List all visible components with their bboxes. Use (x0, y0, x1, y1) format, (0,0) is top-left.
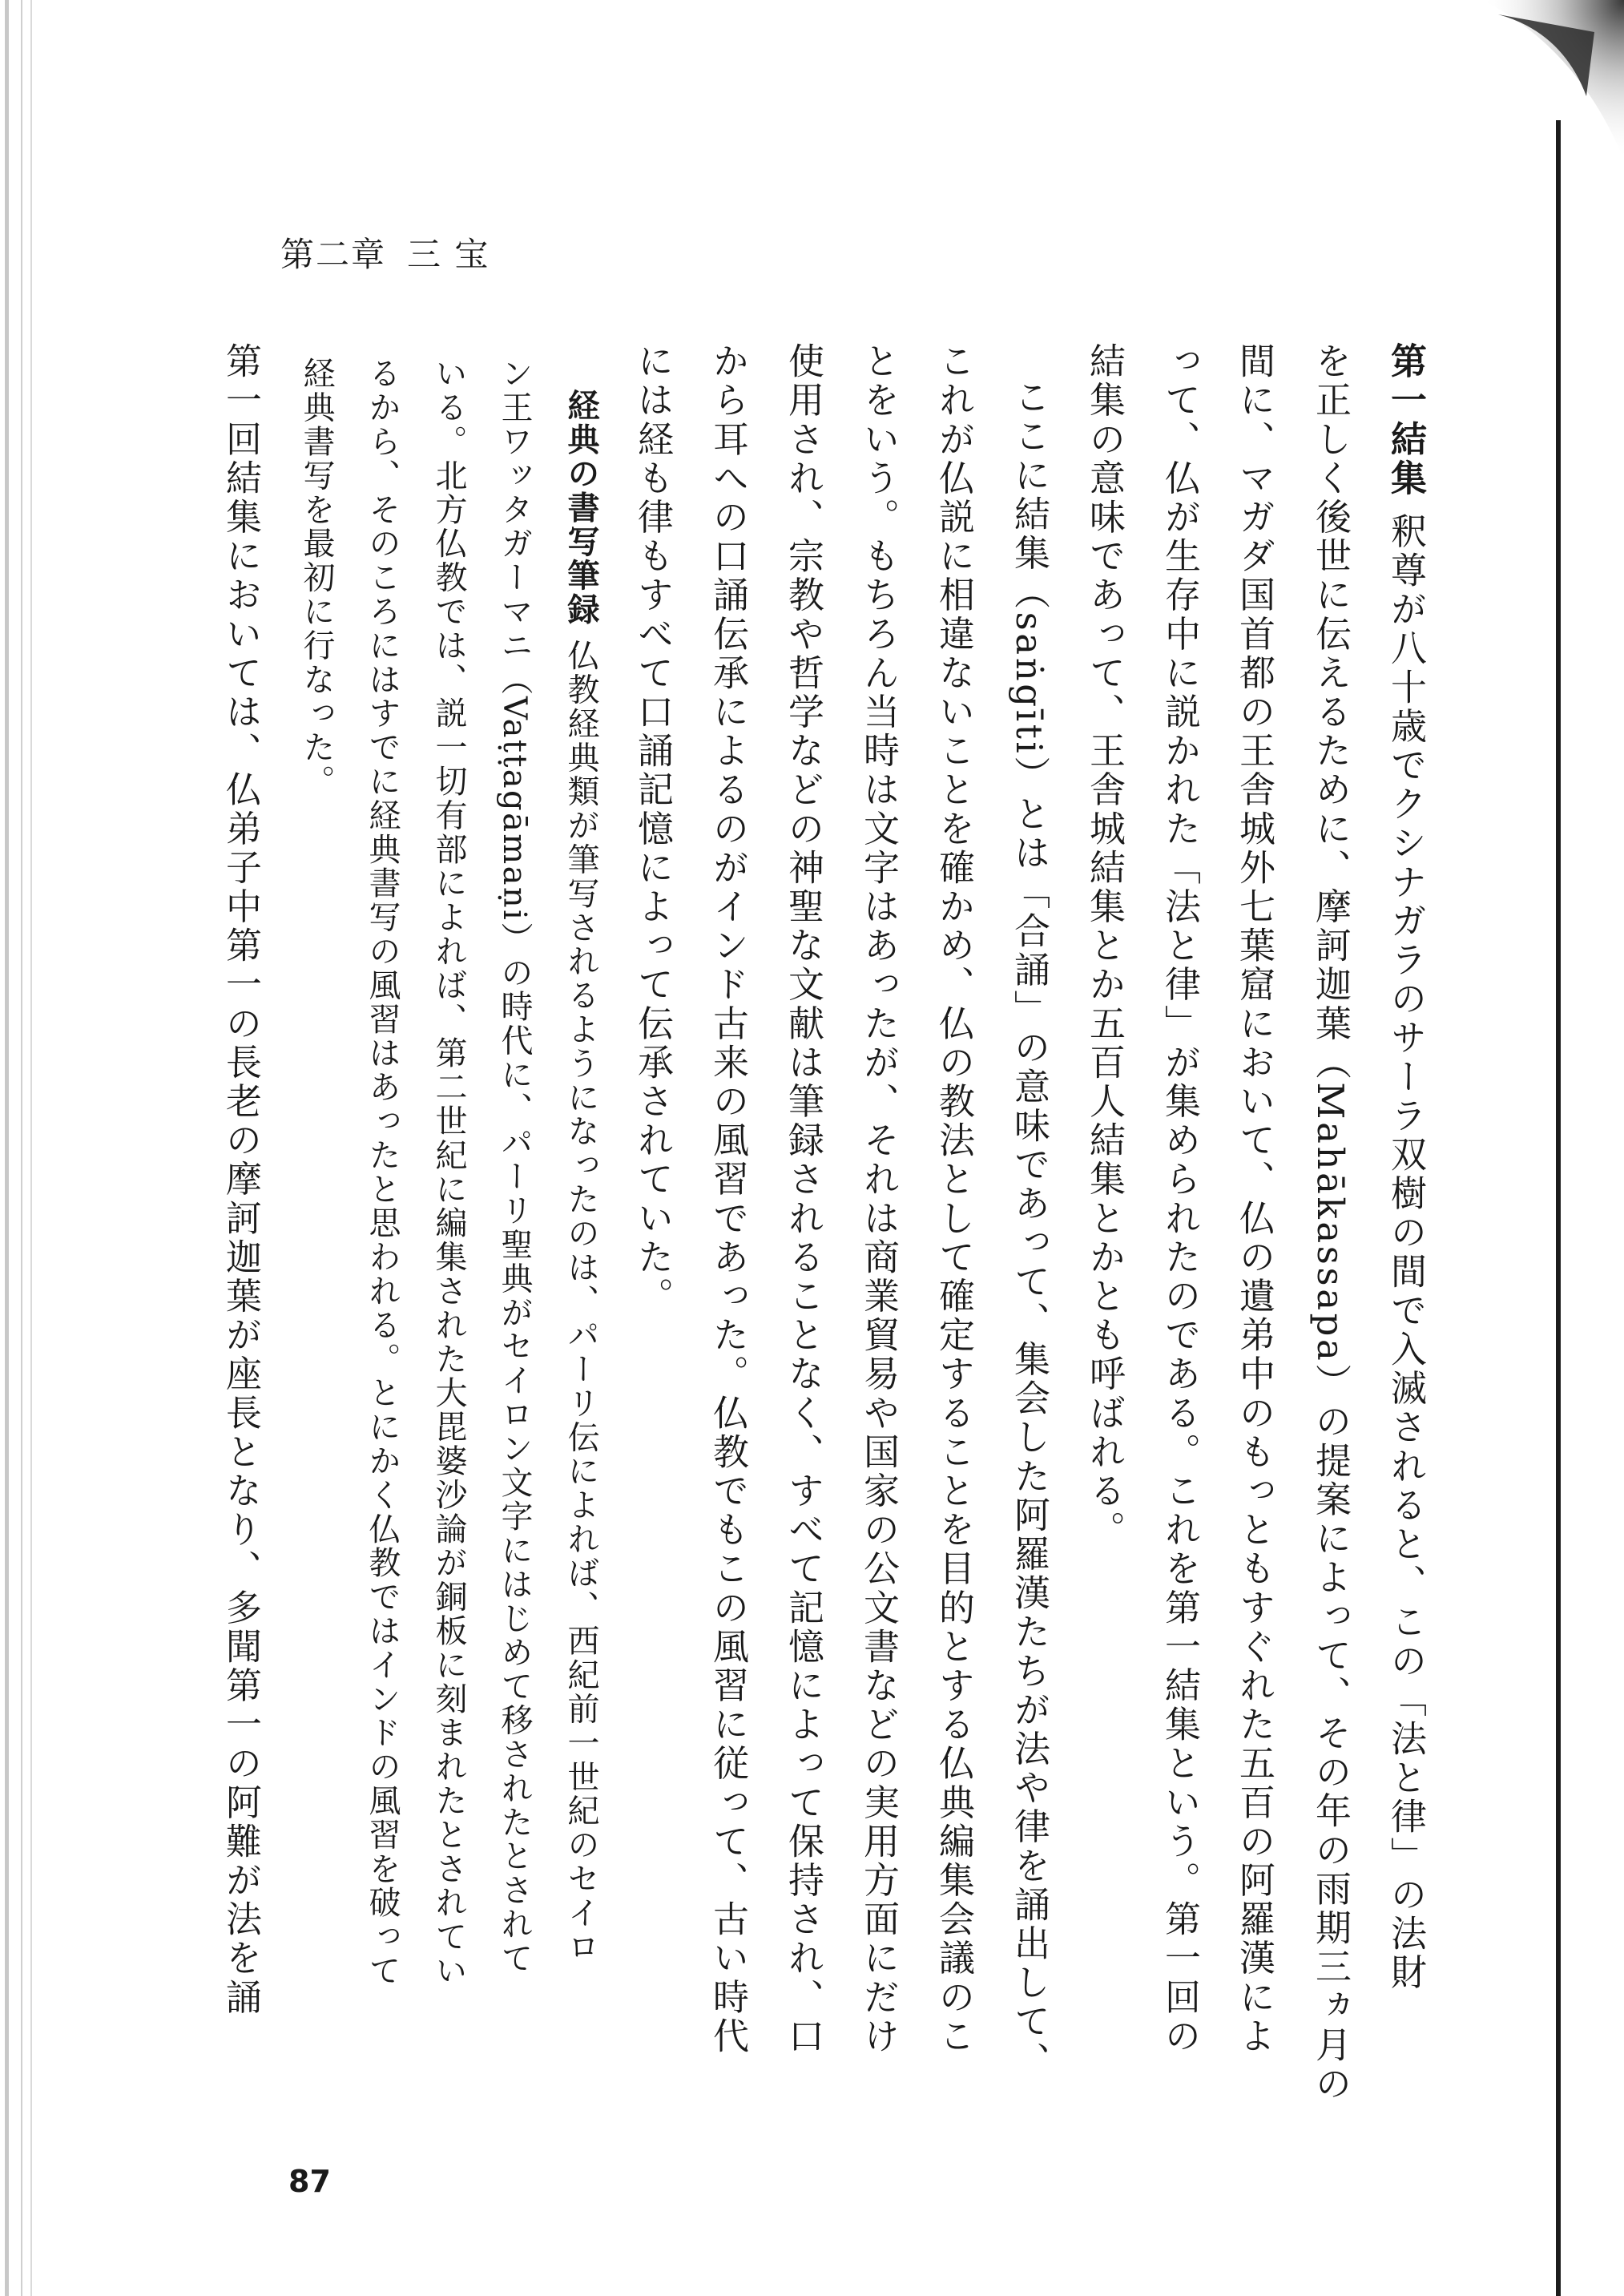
text-column-6 (1008, 378, 1050, 2080)
column-text: から耳への口誦伝承によるのがインド古来の風習であった。仏教でもこの風習に従って、古い時代 (707, 342, 749, 2056)
running-head (280, 228, 490, 276)
text-column-17 (220, 342, 262, 2017)
column-text: 釈尊が八十歳でクシナガラのサーラ双樹の間で入滅されると、この「法と律」の法財 (1384, 498, 1427, 1993)
page-corner-shadow (1482, 0, 1624, 160)
text-column-5 (1083, 342, 1126, 1550)
column-text: を正しく後世に伝えるために、摩訶迦葉（Mahākassapa）の提案によって、その年の雨期三ヵ月の (1309, 342, 1352, 2104)
scan-artifact-left-3 (30, 0, 32, 2296)
text-column-14 (430, 357, 467, 1988)
column-text: いる。北方仏教では、説一切有部によれば、第二世紀に編集された大毘婆沙論が銅板に刻まれたとされてい (430, 357, 467, 1988)
column-text: るから、そのころにはすでに経典書写の風習はあったと思われる。とにかく仏教ではインドの風習を破って (364, 357, 401, 1988)
text-column-2 (1309, 342, 1352, 2104)
column-text: には経も律もすべて口誦記憶によって伝承されていた。 (631, 342, 674, 1316)
column-text: 仏教経典類が筆写されるようになったのは、パーリ伝によれば、西紀前一世紀のセイロ (562, 626, 599, 1964)
text-column-16 (298, 357, 335, 799)
column-text: って、仏が生存中に説かれた「法と律」が集められたのである。これを第一結集という。第一回の (1159, 342, 1201, 2056)
text-column-12 (562, 389, 600, 1964)
scan-artifact-left-2 (21, 0, 22, 2296)
text-column-9 (782, 342, 824, 2056)
text-column-10 (707, 342, 749, 2056)
text-column-3 (1233, 342, 1275, 2056)
column-text: これが仏説に相違ないことを確かめ、仏の教法として確定することを目的とする仏典編集会議のこ (933, 342, 975, 2056)
column-text: 間に、マガダ国首都の王舎城外七葉窟において、仏の遺弟中のもっともすぐれた五百の阿羅漢によ (1233, 342, 1275, 2056)
text-column-1 (1384, 342, 1427, 1993)
chapter-label: 第二章 (280, 235, 387, 274)
section-heading-sutra-copying: 経典の書写筆録 (562, 389, 600, 627)
text-column-4 (1159, 342, 1201, 2056)
page-right-edge (1556, 120, 1561, 2296)
column-text: 経典書写を最初に行なった。 (298, 357, 335, 799)
text-column-13 (496, 357, 533, 1975)
column-text: とをいう。もちろん当時は文字はあったが、それは商業貿易や国家の公文書などの実用方面にだけ (857, 342, 900, 2056)
text-column-11 (631, 342, 674, 1316)
scan-artifact-left-1 (5, 0, 9, 2296)
chapter-title: 三 宝 (407, 235, 490, 274)
column-text: ここに結集（saṅgīti）とは「合誦」の意味であって、集会した阿羅漢たちが法や律を誦出して、 (1008, 378, 1050, 2080)
column-text: 使用され、宗教や哲学などの神聖な文献は筆録されることなく、すべて記憶によって保持され、口 (782, 342, 824, 2056)
section-heading-first-council: 第一結集 (1384, 342, 1427, 498)
column-text: 結集の意味であって、王舎城結集とか五百人結集とかとも呼ばれる。 (1083, 342, 1126, 1550)
column-text: 第一回結集においては、仏弟子中第一の長老の摩訶迦葉が座長となり、多聞第一の阿難が法を誦 (220, 342, 262, 2017)
text-column-8 (857, 342, 900, 2056)
page-number: 87 (288, 2164, 331, 2199)
text-column-7 (933, 342, 975, 2056)
column-text: ン王ワッタガーマニ（Vaṭṭagāmaṇi）の時代に、パーリ聖典がセイロン文字にはじめて移されたとされて (496, 357, 533, 1975)
text-column-15 (364, 357, 401, 1988)
